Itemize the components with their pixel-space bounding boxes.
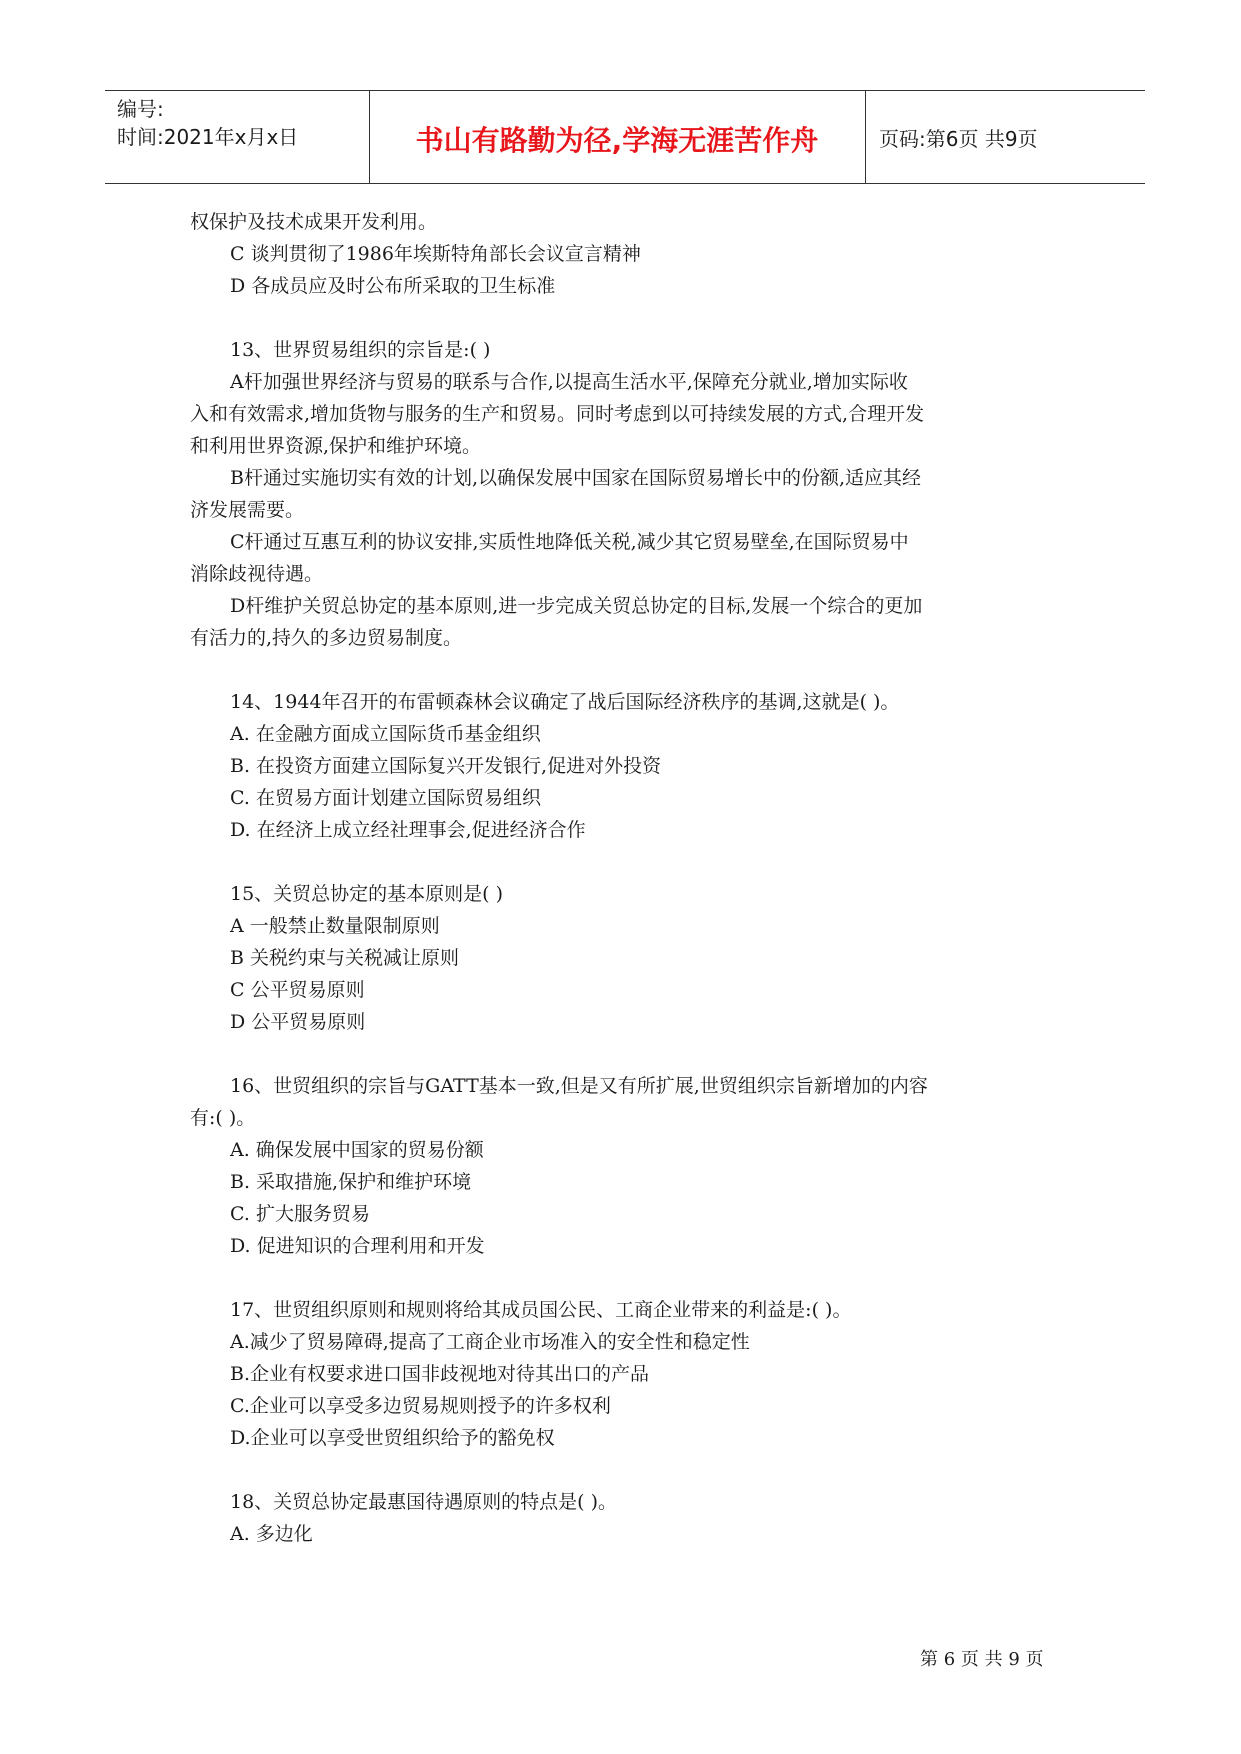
option-line: D杆维护关贸总协定的基本原则,进一步完成关贸总协定的目标,发展一个综合的更加 <box>230 595 923 617</box>
option-line: D.企业可以享受世贸组织给予的豁免权 <box>230 1427 555 1449</box>
question-line: 17、世贸组织原则和规则将给其成员国公民、工商企业带来的利益是:( )。 <box>230 1299 852 1321</box>
option-line: B. 在投资方面建立国际复兴开发银行,促进对外投资 <box>230 755 662 777</box>
option-line: B 关税约束与关税减让原则 <box>230 947 460 969</box>
option-line: C. 扩大服务贸易 <box>230 1203 370 1225</box>
page-footer: 第 6 页 共 9 页 <box>920 1649 1044 1670</box>
question-line: 14、1944年召开的布雷顿森林会议确定了战后国际经济秩序的基调,这就是( )。 <box>230 691 900 713</box>
option-line: B.企业有权要求进口国非歧视地对待其出口的产品 <box>230 1363 650 1385</box>
option-line: D. 促进知识的合理利用和开发 <box>230 1235 485 1257</box>
option-line: C 谈判贯彻了1986年埃斯特角部长会议宣言精神 <box>230 243 641 265</box>
option-line: D 公平贸易原则 <box>230 1011 366 1033</box>
page-header <box>105 90 1145 184</box>
option-line: A. 在金融方面成立国际货币基金组织 <box>230 723 541 745</box>
question-line: 16、世贸组织的宗旨与GATT基本一致,但是又有所扩展,世贸组织宗旨新增加的内容 <box>230 1075 928 1097</box>
question-line: 13、世界贸易组织的宗旨是:( ) <box>230 339 491 361</box>
body-line: 入和有效需求,增加货物与服务的生产和贸易。同时考虑到以可持续发展的方式,合理开发 <box>190 403 925 425</box>
option-line: B杆通过实施切实有效的计划,以确保发展中国家在国际贸易增长中的份额,适应其经 <box>230 467 922 489</box>
option-line: A 一般禁止数量限制原则 <box>230 915 440 937</box>
body-line: 和利用世界资源,保护和维护环境。 <box>190 435 482 457</box>
header-info-cell <box>105 91 370 183</box>
body-line: 济发展需要。 <box>190 499 305 521</box>
body-line: 有:( )。 <box>190 1107 256 1129</box>
option-line: A.减少了贸易障碍,提高了工商企业市场准入的安全性和稳定性 <box>230 1331 750 1353</box>
option-line: C 公平贸易原则 <box>230 979 365 1001</box>
header-page-cell <box>865 91 1145 183</box>
question-line: 15、关贸总协定的基本原则是( ) <box>230 883 504 905</box>
option-line: D 各成员应及时公布所采取的卫生标准 <box>230 275 556 297</box>
option-line: C杆通过互惠互利的协议安排,实质性地降低关税,减少其它贸易壁垒,在国际贸易中 <box>230 531 909 553</box>
body-line: 权保护及技术成果开发利用。 <box>190 211 438 233</box>
option-line: A. 多边化 <box>230 1523 313 1545</box>
header-page-number: 页码:第6页 共9页 <box>879 127 1038 151</box>
header-motto: 书山有路勤为径,学海无涯苦作舟 <box>415 124 819 157</box>
question-line: 18、关贸总协定最惠国待遇原则的特点是( )。 <box>230 1491 618 1513</box>
option-line: C. 在贸易方面计划建立国际贸易组织 <box>230 787 541 809</box>
document-number-label: 编号: <box>117 97 164 121</box>
option-line: D. 在经济上成立经社理事会,促进经济合作 <box>230 819 586 841</box>
option-line: A杆加强世界经济与贸易的联系与合作,以提高生活水平,保障充分就业,增加实际收 <box>230 371 908 393</box>
option-line: B. 采取措施,保护和维护环境 <box>230 1171 472 1193</box>
body-line: 有活力的,持久的多边贸易制度。 <box>190 627 463 649</box>
option-line: A. 确保发展中国家的贸易份额 <box>230 1139 484 1161</box>
header-motto-cell <box>369 91 866 183</box>
document-time-label: 时间:2021年x月x日 <box>117 125 299 149</box>
option-line: C.企业可以享受多边贸易规则授予的许多权利 <box>230 1395 611 1417</box>
body-line: 消除歧视待遇。 <box>190 563 324 585</box>
